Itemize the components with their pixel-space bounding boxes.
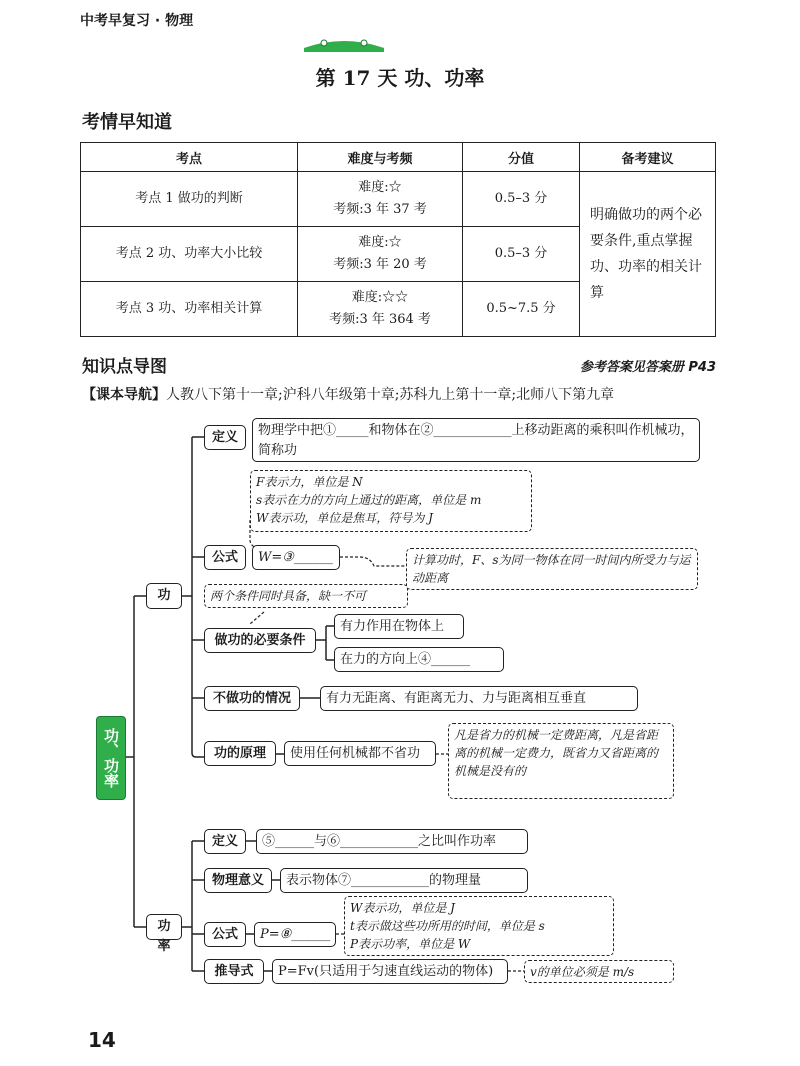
exam-point: 考点 2 功、功率大小比较 xyxy=(81,227,298,282)
work-formula-label: 公式 xyxy=(204,545,246,570)
column-header: 分值 xyxy=(463,143,580,172)
power-meaning-text: 表示物体⑦____________的物理量 xyxy=(280,868,528,893)
condition-1: 有力作用在物体上 xyxy=(334,614,464,639)
power-formula-label: 公式 xyxy=(204,922,246,947)
book-title: 中考早复习 · 物理 xyxy=(80,13,194,29)
answer-reference: 参考答案见答案册 P43 xyxy=(579,360,716,375)
formula-note: t表示做这些功所用的时间，单位是 s xyxy=(350,919,545,933)
work-principle-note: 凡是省力的机械一定费距离，凡是省距离的机械一定费力，既省力又省距离的机械是没有的 xyxy=(448,723,674,799)
exam-point: 考点 3 功、功率相关计算 xyxy=(81,282,298,337)
power-derived-note: v的单位必须是 m/s xyxy=(524,960,674,983)
work-formula: W=③______ xyxy=(252,545,340,570)
power-definition-label: 定义 xyxy=(204,829,246,854)
condition-2: 在力的方向上④______ xyxy=(334,647,504,672)
work-formula-notes xyxy=(250,470,532,532)
branch-power: 功率 xyxy=(146,914,182,940)
work-conditions-label: 做功的必要条件 xyxy=(204,628,316,653)
power-meaning-label: 物理意义 xyxy=(204,868,272,893)
work-principle-text: 使用任何机械都不省功 xyxy=(284,741,436,766)
section-title-mindmap: 知识点导图 xyxy=(82,357,167,377)
power-formula: P=⑧______ xyxy=(254,922,336,947)
power-formula-notes xyxy=(344,896,614,956)
page-title: 第 17 天 功、功率 xyxy=(315,66,485,90)
formula-note: W表示功，单位是 J xyxy=(350,901,455,915)
study-advice: 明确做功的两个必要条件,重点掌握功、功率的相关计算 xyxy=(580,172,716,337)
score: 0.5–3 分 xyxy=(463,172,580,227)
power-definition-text: ⑤______与⑥____________之比叫作功率 xyxy=(256,829,528,854)
frequency: 考频:3 年 20 考 xyxy=(333,257,427,272)
no-work-label: 不做功的情况 xyxy=(204,686,300,711)
page-number: 14 xyxy=(88,1028,116,1052)
frequency: 考频:3 年 364 考 xyxy=(329,312,431,327)
formula-note: W表示功，单位是焦耳，符号为 J xyxy=(256,511,433,525)
power-derived-label: 推导式 xyxy=(204,959,264,984)
nav-label: 【课本导航】 xyxy=(82,387,166,403)
column-header: 难度与考频 xyxy=(298,143,463,172)
work-definition-label: 定义 xyxy=(204,425,246,450)
difficulty: 难度:☆ xyxy=(358,235,402,250)
column-header: 备考建议 xyxy=(580,143,716,172)
work-formula-tip: 计算功时，F、s为同一物体在同一时间内所受力与运动距离 xyxy=(406,548,698,590)
mindmap-root: 功、功率 xyxy=(96,716,126,800)
work-definition-text: 物理学中把①_____和物体在②____________上移动距离的乘积叫作机械功，简称功 xyxy=(252,418,700,462)
formula-note: s表示在力的方向上通过的距离，单位是 m xyxy=(256,493,482,507)
conditions-note: 两个条件同时具备，缺一不可 xyxy=(204,584,408,608)
no-work-text: 有力无距离、有距离无力、力与距离相互垂直 xyxy=(320,686,638,711)
score: 0.5~7.5 分 xyxy=(463,282,580,337)
column-header: 考点 xyxy=(81,143,298,172)
branch-work: 功 xyxy=(146,583,182,609)
score: 0.5–3 分 xyxy=(463,227,580,282)
formula-note: P表示功率，单位是 W xyxy=(350,937,471,951)
formula-note: F表示力，单位是 N xyxy=(256,475,363,489)
section-title-exam-info: 考情早知道 xyxy=(82,112,172,133)
power-derived-text: P=Fv(只适用于匀速直线运动的物体) xyxy=(272,959,508,984)
work-principle-label: 功的原理 xyxy=(204,741,276,766)
nav-text: 人教八下第十一章;沪科八年级第十章;苏科九上第十一章;北师八下第九章 xyxy=(166,387,615,403)
difficulty: 难度:☆ xyxy=(358,180,402,195)
exam-point: 考点 1 做功的判断 xyxy=(81,172,298,227)
frequency: 考频:3 年 37 考 xyxy=(333,202,427,217)
difficulty: 难度:☆☆ xyxy=(351,290,409,305)
